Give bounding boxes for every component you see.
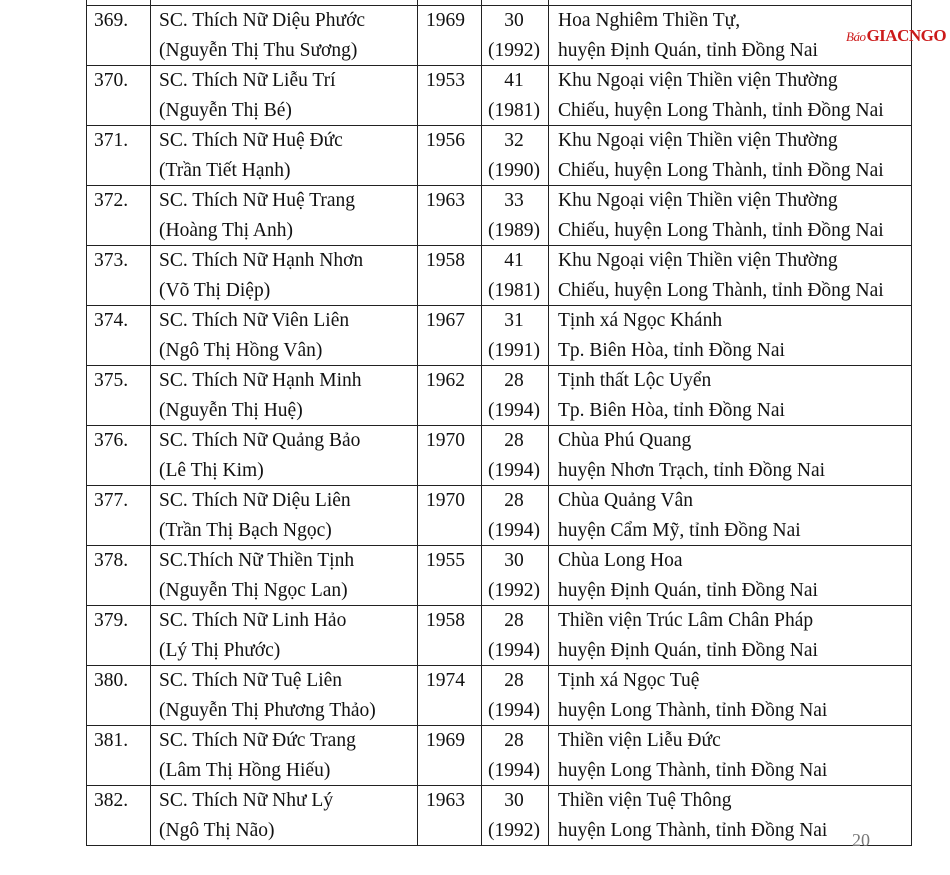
cell-text-age: 28	[504, 730, 524, 751]
cell-text-addr2: huyện Định Quán, tỉnh Đồng Nai	[558, 639, 818, 661]
cell-text-age: 28	[504, 670, 524, 691]
cell-text-year: 1974	[426, 670, 465, 691]
index-cell	[87, 66, 151, 126]
address-cell	[549, 126, 912, 186]
ordination-age-cell	[482, 606, 549, 666]
address-cell	[549, 186, 912, 246]
cell-text-year: 1969	[426, 730, 465, 751]
birth-year-cell	[418, 186, 482, 246]
address-cell	[549, 726, 912, 786]
cell-text-age-year: (1992)	[488, 819, 540, 841]
cell-text-birth-name: (Lâm Thị Hồng Hiếu)	[159, 759, 331, 781]
birth-year-cell	[418, 66, 482, 126]
index-cell	[87, 606, 151, 666]
ordination-age-cell	[482, 426, 549, 486]
cell-text-addr1: Khu Ngoại viện Thiền viện Thường	[558, 70, 838, 91]
birth-year-cell	[418, 126, 482, 186]
name-cell	[151, 66, 418, 126]
cell-text-name: SC. Thích Nữ Hạnh Nhơn	[159, 250, 364, 271]
name-cell	[151, 426, 418, 486]
cell-text-year: 1963	[426, 790, 465, 811]
table-row	[87, 786, 912, 846]
name-cell	[151, 786, 418, 846]
ordination-age-cell	[482, 66, 549, 126]
watermark-brand: GIACNGO	[866, 26, 947, 45]
table-row	[87, 546, 912, 606]
name-cell	[151, 486, 418, 546]
index-cell	[87, 666, 151, 726]
name-cell	[151, 306, 418, 366]
cell-text-age-year: (1981)	[488, 279, 540, 301]
ordination-age-cell	[482, 246, 549, 306]
table-row	[87, 126, 912, 186]
name-cell	[151, 126, 418, 186]
table-row	[87, 486, 912, 546]
cell-text-addr2: huyện Long Thành, tỉnh Đồng Nai	[558, 759, 828, 781]
cell-text-year: 1967	[426, 310, 465, 331]
cell-text-name: SC. Thích Nữ Diệu Phước	[159, 10, 366, 31]
cell-text-addr2: huyện Định Quán, tỉnh Đồng Nai	[558, 579, 818, 601]
cell-text-age: 28	[504, 610, 524, 631]
address-cell	[549, 426, 912, 486]
cell-text-addr2: huyện Cẩm Mỹ, tỉnh Đồng Nai	[558, 519, 801, 541]
cell-text-age-year: (1992)	[488, 39, 540, 61]
cell-text-age: 41	[504, 250, 524, 271]
cell-text-birth-name: (Lê Thị Kim)	[159, 459, 264, 481]
cell-text-addr1: Khu Ngoại viện Thiền viện Thường	[558, 190, 838, 211]
cell-text-addr1: Thiền viện Liễu Đức	[558, 730, 721, 751]
birth-year-cell	[418, 666, 482, 726]
ordination-age-cell	[482, 186, 549, 246]
cell-text-index: 382.	[94, 790, 129, 811]
cell-text-age: 30	[504, 10, 524, 31]
address-cell	[549, 486, 912, 546]
cell-text-index: 370.	[94, 70, 129, 91]
ordination-age-cell	[482, 726, 549, 786]
giacngo-watermark	[846, 26, 946, 46]
cell-text-birth-name: (Nguyễn Thị Phương Thảo)	[159, 699, 376, 721]
birth-year-cell	[418, 726, 482, 786]
cell-text-birth-name: (Trần Tiết Hạnh)	[159, 159, 291, 181]
cell-text-index: 374.	[94, 310, 129, 331]
cell-text-name: SC. Thích Nữ Liễu Trí	[159, 70, 336, 91]
address-cell	[549, 666, 912, 726]
address-cell	[549, 546, 912, 606]
ordination-age-cell	[482, 126, 549, 186]
table-row	[87, 186, 912, 246]
cell-text-age-year: (1991)	[488, 339, 540, 361]
cell-text-year: 1970	[426, 430, 465, 451]
index-cell	[87, 246, 151, 306]
cell-text-year: 1958	[426, 610, 465, 631]
birth-year-cell	[418, 786, 482, 846]
name-cell	[151, 6, 418, 66]
cell-text-year: 1958	[426, 250, 465, 271]
cell-text-birth-name: (Trần Thị Bạch Ngọc)	[159, 519, 332, 541]
cell-text-index: 372.	[94, 190, 129, 211]
cell-text-age-year: (1994)	[488, 519, 540, 541]
cell-text-birth-name: (Nguyễn Thị Ngọc Lan)	[159, 579, 348, 601]
cell-text-addr1: Khu Ngoại viện Thiền viện Thường	[558, 130, 838, 151]
cell-text-index: 377.	[94, 490, 129, 511]
cell-text-index: 381.	[94, 730, 129, 751]
birth-year-cell	[418, 606, 482, 666]
address-cell	[549, 366, 912, 426]
cell-text-age: 30	[504, 550, 524, 571]
birth-year-cell	[418, 486, 482, 546]
cell-text-age: 28	[504, 430, 524, 451]
cell-text-age: 41	[504, 70, 524, 91]
birth-year-cell	[418, 306, 482, 366]
ordination-age-cell	[482, 486, 549, 546]
table-row	[87, 66, 912, 126]
cell-text-age-year: (1994)	[488, 399, 540, 421]
cell-text-addr1: Khu Ngoại viện Thiền viện Thường	[558, 250, 838, 271]
address-cell	[549, 606, 912, 666]
cell-text-year: 1956	[426, 130, 465, 151]
cell-text-year: 1955	[426, 550, 465, 571]
cell-text-index: 371.	[94, 130, 129, 151]
index-cell	[87, 186, 151, 246]
cell-text-name: SC. Thích Nữ Hạnh Minh	[159, 370, 362, 391]
address-cell	[549, 66, 912, 126]
cell-text-addr1: Hoa Nghiêm Thiền Tự,	[558, 10, 741, 31]
birth-year-cell	[418, 246, 482, 306]
name-cell	[151, 546, 418, 606]
ordination-age-cell	[482, 6, 549, 66]
cell-text-addr2: Chiếu, huyện Long Thành, tỉnh Đồng Nai	[558, 279, 884, 301]
cell-text-age-year: (1989)	[488, 219, 540, 241]
ordination-age-cell	[482, 306, 549, 366]
cell-text-birth-name: (Hoàng Thị Anh)	[159, 219, 293, 241]
cell-text-age-year: (1981)	[488, 99, 540, 121]
name-cell	[151, 186, 418, 246]
table-row	[87, 426, 912, 486]
cell-text-birth-name: (Nguyễn Thị Bé)	[159, 99, 292, 121]
cell-text-index: 376.	[94, 430, 129, 451]
index-cell	[87, 786, 151, 846]
cell-text-name: SC. Thích Nữ Như Lý	[159, 790, 334, 811]
cell-text-addr2: Chiếu, huyện Long Thành, tỉnh Đồng Nai	[558, 159, 884, 181]
name-cell	[151, 366, 418, 426]
cell-text-addr1: Chùa Long Hoa	[558, 550, 683, 571]
roster-body	[87, 0, 912, 846]
cell-text-addr2: Chiếu, huyện Long Thành, tỉnh Đồng Nai	[558, 99, 884, 121]
cell-text-birth-name: (Ngô Thị Não)	[159, 819, 275, 841]
cell-text-addr1: Thiền viện Trúc Lâm Chân Pháp	[558, 610, 814, 631]
cell-text-addr1: Tịnh xá Ngọc Khánh	[558, 310, 723, 331]
name-cell	[151, 246, 418, 306]
cell-text-name: SC. Thích Nữ Huệ Đức	[159, 130, 343, 151]
index-cell	[87, 6, 151, 66]
cell-text-year: 1970	[426, 490, 465, 511]
ordination-age-cell	[482, 546, 549, 606]
cell-text-birth-name: (Võ Thị Diệp)	[159, 279, 271, 301]
cell-text-addr1: Tịnh xá Ngọc Tuệ	[558, 670, 700, 691]
cell-text-addr1: Thiền viện Tuệ Thông	[558, 790, 732, 811]
cell-text-addr1: Tịnh thất Lộc Uyển	[558, 370, 712, 391]
table-row	[87, 6, 912, 66]
cell-text-age: 32	[504, 130, 524, 151]
cell-text-addr2: huyện Long Thành, tỉnh Đồng Nai	[558, 819, 828, 841]
cell-text-addr1: Chùa Phú Quang	[558, 430, 692, 451]
cell-text-addr2: huyện Nhơn Trạch, tỉnh Đồng Nai	[558, 459, 826, 481]
cell-text-age-year: (1994)	[488, 699, 540, 721]
table-row	[87, 666, 912, 726]
ordination-age-cell	[482, 666, 549, 726]
cell-text-name: SC. Thích Nữ Tuệ Liên	[159, 670, 343, 691]
cell-text-age: 30	[504, 790, 524, 811]
page-number: 20	[852, 830, 870, 850]
cell-text-index: 375.	[94, 370, 129, 391]
cell-text-name: SC. Thích Nữ Đức Trang	[159, 730, 356, 751]
cell-text-age-year: (1994)	[488, 639, 540, 661]
index-cell	[87, 486, 151, 546]
cell-text-addr2: huyện Định Quán, tỉnh Đồng Nai	[558, 39, 818, 61]
cell-text-year: 1963	[426, 190, 465, 211]
table-row	[87, 306, 912, 366]
cell-text-age-year: (1992)	[488, 579, 540, 601]
cell-text-index: 380.	[94, 670, 129, 691]
ordination-age-cell	[482, 786, 549, 846]
ordination-age-cell	[482, 366, 549, 426]
name-cell	[151, 666, 418, 726]
cell-text-index: 378.	[94, 550, 129, 571]
cell-text-age: 28	[504, 370, 524, 391]
table-row	[87, 606, 912, 666]
index-cell	[87, 726, 151, 786]
table-row	[87, 246, 912, 306]
cell-text-age: 31	[504, 310, 524, 331]
birth-year-cell	[418, 6, 482, 66]
cell-text-year: 1962	[426, 370, 465, 391]
cell-text-year: 1953	[426, 70, 465, 91]
address-cell	[549, 306, 912, 366]
name-cell	[151, 606, 418, 666]
address-cell	[549, 246, 912, 306]
cell-text-addr2: huyện Long Thành, tỉnh Đồng Nai	[558, 699, 828, 721]
table-row	[87, 366, 912, 426]
cell-text-addr2: Tp. Biên Hòa, tỉnh Đồng Nai	[558, 339, 785, 361]
cell-text-name: SC. Thích Nữ Huệ Trang	[159, 190, 356, 211]
index-cell	[87, 366, 151, 426]
nun-roster-table	[86, 0, 912, 846]
birth-year-cell	[418, 546, 482, 606]
cell-text-age-year: (1994)	[488, 459, 540, 481]
index-cell	[87, 546, 151, 606]
birth-year-cell	[418, 366, 482, 426]
index-cell	[87, 126, 151, 186]
cell-text-age-year: (1994)	[488, 759, 540, 781]
cell-text-name: SC. Thích Nữ Diệu Liên	[159, 490, 351, 511]
cell-text-name: SC.Thích Nữ Thiền Tịnh	[159, 550, 355, 571]
cell-text-addr2: Tp. Biên Hòa, tỉnh Đồng Nai	[558, 399, 785, 421]
cell-text-index: 379.	[94, 610, 129, 631]
cell-text-birth-name: (Nguyễn Thị Huệ)	[159, 399, 303, 421]
cell-text-name: SC. Thích Nữ Quảng Bảo	[159, 430, 361, 451]
cell-text-age: 28	[504, 490, 524, 511]
cell-text-year: 1969	[426, 10, 465, 31]
cell-text-addr2: Chiếu, huyện Long Thành, tỉnh Đồng Nai	[558, 219, 884, 241]
table-row	[87, 726, 912, 786]
index-cell	[87, 306, 151, 366]
cell-text-index: 373.	[94, 250, 129, 271]
cell-text-addr1: Chùa Quảng Vân	[558, 490, 694, 511]
birth-year-cell	[418, 426, 482, 486]
cell-text-age: 33	[504, 190, 524, 211]
cell-text-index: 369.	[94, 10, 129, 31]
cell-text-birth-name: (Nguyễn Thị Thu Sương)	[159, 39, 358, 61]
cell-text-birth-name: (Ngô Thị Hồng Vân)	[159, 339, 323, 361]
cell-text-name: SC. Thích Nữ Linh Hảo	[159, 610, 347, 631]
cell-text-age-year: (1990)	[488, 159, 540, 181]
index-cell	[87, 426, 151, 486]
name-cell	[151, 726, 418, 786]
cell-text-birth-name: (Lý Thị Phước)	[159, 639, 281, 661]
watermark-prefix: Báo	[846, 29, 866, 44]
cell-text-name: SC. Thích Nữ Viên Liên	[159, 310, 350, 331]
